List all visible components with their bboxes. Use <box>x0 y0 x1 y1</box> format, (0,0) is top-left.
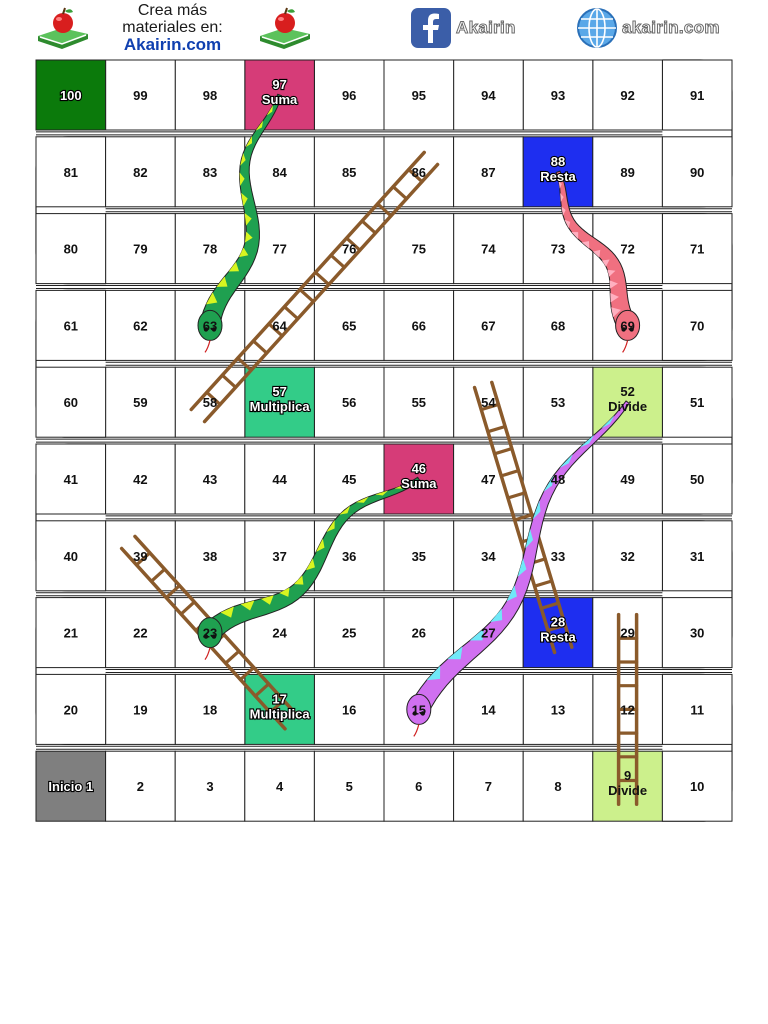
tagline-line2: materiales en: <box>122 19 223 36</box>
cell-number: 32 <box>620 548 635 564</box>
cell-number: 7 <box>484 779 493 795</box>
cell-number: 75 <box>411 241 427 257</box>
cell-number: 65 <box>341 318 357 334</box>
cell-number: 59 <box>133 395 148 411</box>
cell-number: 23 <box>202 625 218 641</box>
cell-number: 89 <box>620 164 635 180</box>
tagline-line1: Crea más <box>137 2 208 19</box>
cell-number: 50 <box>689 472 705 487</box>
cell-number: 96 <box>341 88 357 103</box>
cell-number: 83 <box>202 164 218 180</box>
cell-number: 74 <box>481 241 496 257</box>
cell-number: 86 <box>411 164 427 180</box>
cell-number: 57 <box>272 384 287 400</box>
cell-number: 14 <box>481 702 496 718</box>
cell-number: 29 <box>620 625 635 641</box>
cell-number: Inicio 1 <box>48 779 94 795</box>
cell-number: 72 <box>620 241 635 257</box>
cell-number: 66 <box>411 318 427 334</box>
cell-number: 52 <box>620 384 635 400</box>
cell-number: 64 <box>272 318 287 334</box>
cell-number: 6 <box>415 779 423 795</box>
cell-number: 2 <box>136 779 145 795</box>
cell-number: 31 <box>689 548 705 564</box>
cell-number: 87 <box>481 164 496 180</box>
cell-number: 51 <box>689 395 705 411</box>
cell-number: 90 <box>689 164 705 180</box>
cell-number: 53 <box>550 395 566 411</box>
cell-number: 78 <box>202 241 218 257</box>
cell-number: 63 <box>202 318 218 334</box>
cell-number: 19 <box>133 702 148 718</box>
cell-number: 58 <box>202 395 218 411</box>
cell-number: 8 <box>554 779 562 795</box>
cell-number: 39 <box>133 548 148 564</box>
cell-operation: Multiplica <box>249 399 310 415</box>
website-label: akairin.com <box>622 18 720 37</box>
cell-number: 10 <box>689 779 705 795</box>
cell-number: 30 <box>689 625 705 641</box>
cell-operation: Suma <box>401 476 437 491</box>
cell-number: 55 <box>411 395 427 411</box>
cell-number: 84 <box>272 164 287 180</box>
cell-number: 27 <box>481 625 496 641</box>
cell-number: 24 <box>272 625 287 641</box>
cell-number: 37 <box>272 548 287 564</box>
cell-number: 33 <box>550 548 566 564</box>
cell-number: 95 <box>411 88 427 103</box>
cell-number: 16 <box>341 702 357 718</box>
cell-number: 11 <box>690 702 705 718</box>
cell-number: 40 <box>63 548 79 564</box>
cell-number: 67 <box>481 318 496 334</box>
cell-number: 54 <box>481 395 496 411</box>
cell-number: 100 <box>59 88 82 103</box>
cell-number: 15 <box>411 702 427 718</box>
cell-number: 5 <box>345 779 353 795</box>
cell-number: 85 <box>341 164 357 180</box>
cell-number: 17 <box>272 691 287 707</box>
cell-number: 76 <box>341 241 357 257</box>
cell-number: 21 <box>63 625 79 641</box>
cell-number: 46 <box>411 461 427 476</box>
cell-number: 42 <box>133 472 148 487</box>
cell-number: 20 <box>63 702 79 718</box>
cell-number: 12 <box>620 702 635 718</box>
cell-number: 25 <box>341 625 357 641</box>
cell-number: 79 <box>133 241 148 257</box>
cell-number: 97 <box>272 77 287 92</box>
cell-number: 94 <box>481 88 496 103</box>
cell-number: 61 <box>63 318 79 334</box>
cell-operation: Resta <box>540 629 576 645</box>
cell-number: 38 <box>202 548 218 564</box>
cell-number: 34 <box>481 548 496 564</box>
cell-number: 44 <box>272 472 287 487</box>
cell-number: 69 <box>620 318 635 334</box>
cell-number: 91 <box>689 88 705 103</box>
cell-number: 43 <box>202 472 218 487</box>
cell-number: 35 <box>411 548 427 564</box>
cell-number: 99 <box>133 88 148 103</box>
cell-operation: Multiplica <box>249 706 310 722</box>
tagline-site-link[interactable]: Akairin.com <box>123 35 222 54</box>
cell-number: 80 <box>63 241 79 257</box>
cell-number: 49 <box>620 472 635 487</box>
cell-number: 70 <box>689 318 705 334</box>
facebook-label: Akairin <box>456 18 516 37</box>
cell-number: 26 <box>411 625 427 641</box>
cell-number: 13 <box>550 702 566 718</box>
cell-number: 62 <box>133 318 148 334</box>
cell-number: 18 <box>202 702 218 718</box>
cell-number: 48 <box>550 472 566 487</box>
cell-operation: Divide <box>608 783 648 799</box>
cell-number: 4 <box>275 779 284 795</box>
cell-number: 92 <box>620 88 635 103</box>
cell-number: 98 <box>202 88 218 103</box>
cell-operation: Resta <box>540 168 576 184</box>
cell-number: 77 <box>272 241 287 257</box>
cell-number: 60 <box>63 395 79 411</box>
cell-number: 93 <box>550 88 566 103</box>
cell-number: 9 <box>623 768 632 784</box>
cell-number: 82 <box>133 164 148 180</box>
cell-number: 28 <box>550 614 566 630</box>
cell-number: 71 <box>689 241 705 257</box>
cell-number: 47 <box>481 472 496 487</box>
cell-number: 3 <box>206 779 214 795</box>
cell-number: 88 <box>550 153 566 169</box>
cell-number: 22 <box>133 625 148 641</box>
cell-number: 45 <box>341 472 357 487</box>
cell-number: 68 <box>550 318 566 334</box>
cell-number: 41 <box>63 472 79 487</box>
cell-number: 56 <box>341 395 357 411</box>
cell-number: 36 <box>341 548 357 564</box>
cell-number: 73 <box>550 241 566 257</box>
cell-operation: Divide <box>608 399 648 415</box>
cell-operation: Suma <box>261 92 298 107</box>
cell-number: 81 <box>63 164 79 180</box>
